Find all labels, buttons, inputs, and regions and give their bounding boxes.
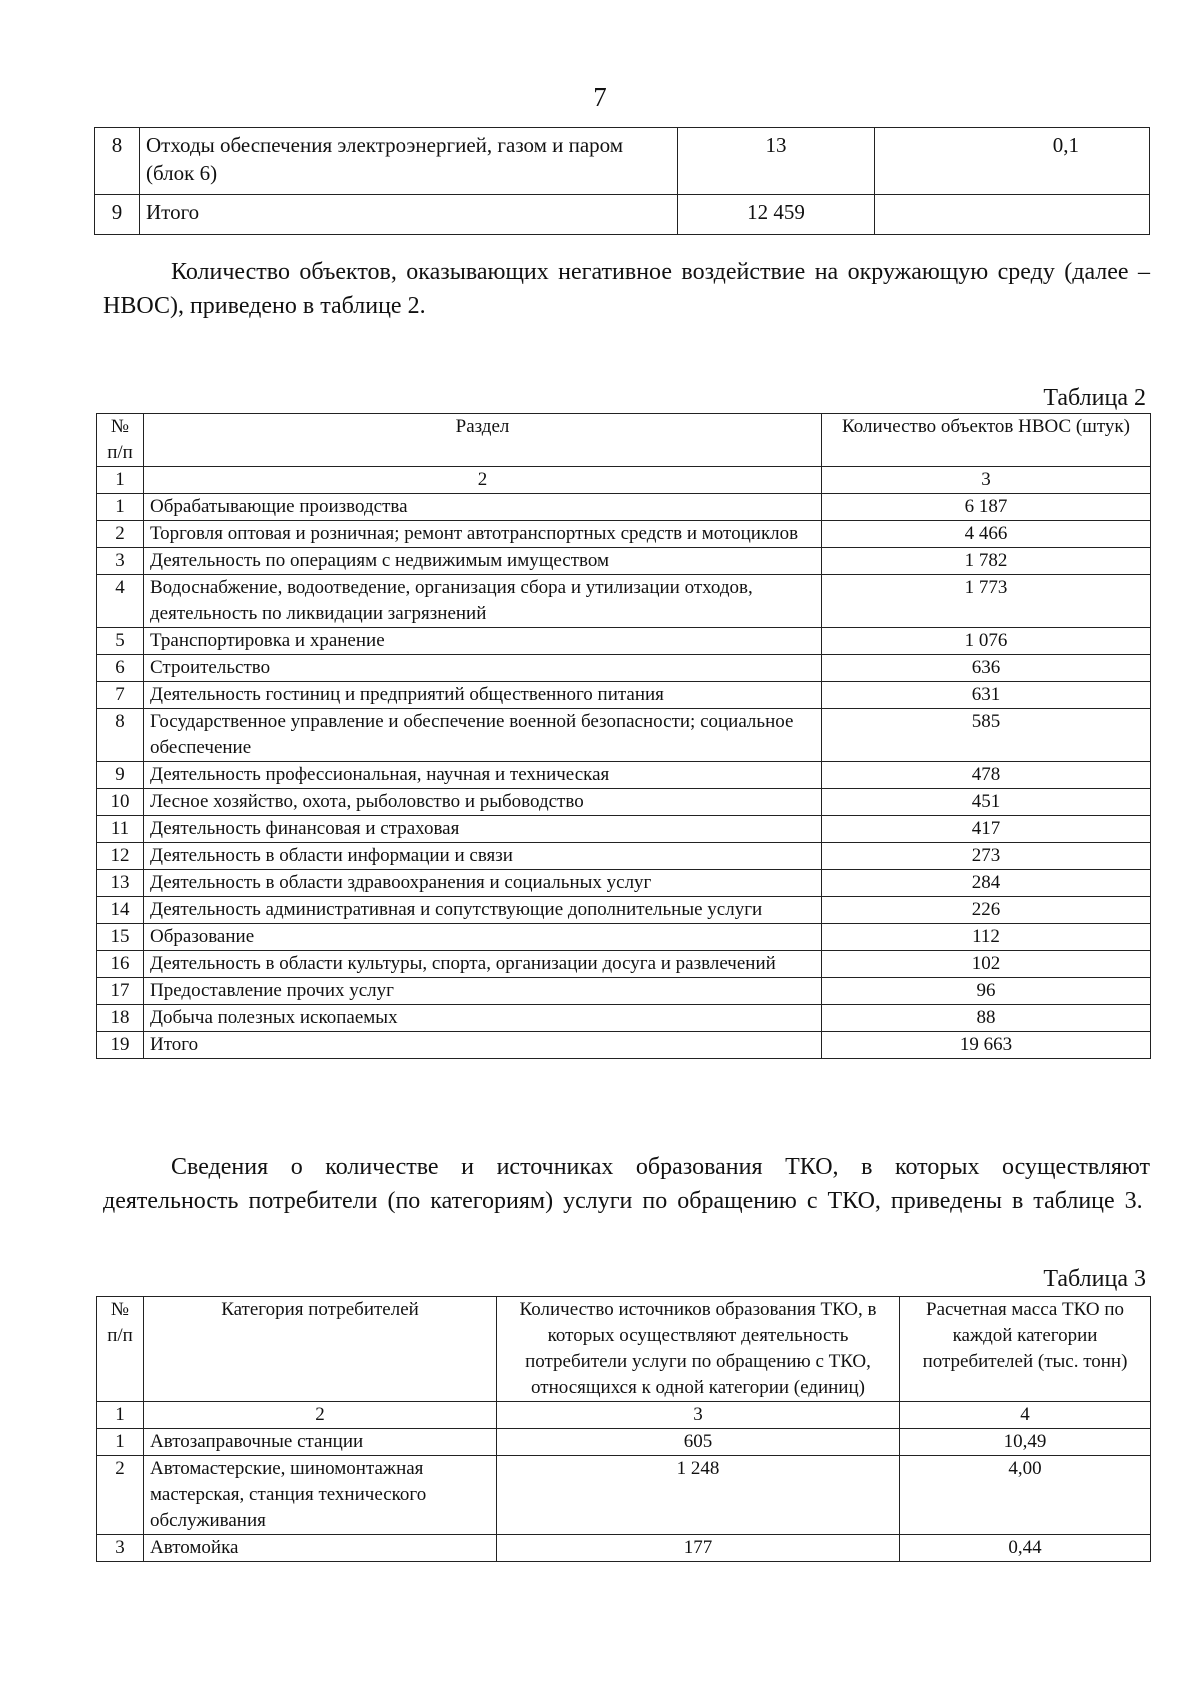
column-numbers-row [97,1402,1151,1429]
row-count: 1 248 [497,1456,900,1535]
row-value: 585 [822,709,1151,762]
row-number: 3 [97,1535,144,1562]
row-number: 18 [97,1005,144,1032]
row-name: Добыча полезных ископаемых [144,1005,822,1032]
row-count: 177 [497,1535,900,1562]
row-number: 2 [97,521,144,548]
table-row [97,628,1151,655]
row-name: Торговля оптовая и розничная; ремонт автотранспортных средств и мотоциклов [144,521,822,548]
row-name: Лесное хозяйство, охота, рыболовство и рыбоводство [144,789,822,816]
row-name: Деятельность в области культуры, спорта, организации досуга и развлечений [144,951,822,978]
row-number: 14 [97,897,144,924]
row-number: 19 [97,1032,144,1059]
table-row [97,978,1151,1005]
row-number: 2 [97,1456,144,1535]
row-name: Транспортировка и хранение [144,628,822,655]
row-number: 3 [97,548,144,575]
row-mass: 0,44 [900,1535,1151,1562]
row-number: 1 [97,494,144,521]
row-value: 1 773 [822,575,1151,628]
table2-caption: Таблица 2 [1043,385,1146,411]
row-name: Предоставление прочих услуг [144,978,822,1005]
row-value: 226 [822,897,1151,924]
col-number: 2 [144,1402,497,1429]
row-name: Отходы обеспечения электроэнергией, газом и паром (блок 6) [140,128,678,195]
table-row [97,1535,1151,1562]
row-name: Деятельность гостиниц и предприятий общественного питания [144,682,822,709]
row-value: 88 [822,1005,1151,1032]
col-number: 3 [822,467,1151,494]
table-row [97,575,1151,628]
table-row [97,682,1151,709]
col-number: 4 [900,1402,1151,1429]
row-value: 1 076 [822,628,1151,655]
row-name: Образование [144,924,822,951]
row-value: 284 [822,870,1151,897]
table-header [97,1297,1151,1402]
row-number: 10 [97,789,144,816]
header-mass: Расчетная масса ТКО по каждой категории потребителей (тыс. тонн) [900,1297,1151,1402]
col-number: 2 [144,467,822,494]
row-name: Обрабатывающие производства [144,494,822,521]
table-row [97,548,1151,575]
table3 [96,1296,1151,1562]
row-number: 7 [97,682,144,709]
table3-caption: Таблица 3 [1043,1266,1146,1292]
table2 [96,413,1151,1059]
table-row [97,1456,1151,1535]
row-value: 631 [822,682,1151,709]
row-name: Деятельность административная и сопутствующие дополнительные услуги [144,897,822,924]
row-count: 13 [678,128,875,195]
row-name: Строительство [144,655,822,682]
header-number: № п/п [97,414,144,467]
paragraph-intro-table2: Количество объектов, оказывающих негативное воздействие на окружающую среду (далее – НВОС), приведено в таблице 2. [103,259,1150,319]
row-value: 1 782 [822,548,1151,575]
row-category: Автозаправочные станции [144,1429,497,1456]
row-value: 417 [822,816,1151,843]
table1-continued [94,127,1150,235]
row-number: 13 [97,870,144,897]
row-value: 478 [822,762,1151,789]
col-number: 3 [497,1402,900,1429]
row-mass: 10,49 [900,1429,1151,1456]
row-number: 11 [97,816,144,843]
row-value: 273 [822,843,1151,870]
row-number: 9 [95,195,140,235]
row-value: 4 466 [822,521,1151,548]
row-share: 0,1 [875,128,1150,195]
row-number: 5 [97,628,144,655]
row-number: 1 [97,1429,144,1456]
table-row [97,1429,1151,1456]
row-number: 12 [97,843,144,870]
row-name: Государственное управление и обеспечение военной безопасности; социальное обеспечение [144,709,822,762]
table-row [97,762,1151,789]
table-row [97,494,1151,521]
row-name: Итого [144,1032,822,1059]
col-number: 1 [97,467,144,494]
table-row [97,789,1151,816]
table-row [95,195,1150,235]
row-value: 451 [822,789,1151,816]
table-row [97,897,1151,924]
row-value: 636 [822,655,1151,682]
row-category: Автомойка [144,1535,497,1562]
row-number: 16 [97,951,144,978]
table-row [97,870,1151,897]
row-name: Деятельность финансовая и страховая [144,816,822,843]
row-count: 605 [497,1429,900,1456]
table3-body [97,1429,1151,1562]
row-number: 4 [97,575,144,628]
table-row [97,816,1151,843]
row-value: 112 [822,924,1151,951]
table-row [97,709,1151,762]
row-value: 19 663 [822,1032,1151,1059]
row-mass: 4,00 [900,1456,1151,1535]
row-share [875,195,1150,235]
col-number: 1 [97,1402,144,1429]
table-row [97,1005,1151,1032]
row-number: 8 [95,128,140,195]
page-number: 7 [593,82,607,112]
table-row [97,951,1151,978]
row-count: 12 459 [678,195,875,235]
row-name: Водоснабжение, водоотведение, организация сбора и утилизации отходов, деятельность по ликвидации загрязнений [144,575,822,628]
paragraph-intro-table3: Сведения о количестве и источниках образования ТКО, в которых осуществляют деятельность потребители (по категориям) услуги по обращению с ТКО, приведены в таблице 3. [103,1154,1150,1214]
table-row [95,128,1150,195]
row-name: Деятельность в области здравоохранения и социальных услуг [144,870,822,897]
row-name: Деятельность в области информации и связи [144,843,822,870]
header-number: № п/п [97,1297,144,1402]
row-name: Деятельность по операциям с недвижимым имуществом [144,548,822,575]
table-row [97,655,1151,682]
row-value: 6 187 [822,494,1151,521]
header-section: Раздел [144,414,822,467]
header-category: Категория потребителей [144,1297,497,1402]
row-number: 6 [97,655,144,682]
table-row [97,1032,1151,1059]
row-number: 9 [97,762,144,789]
row-number: 17 [97,978,144,1005]
header-sources: Количество источников образования ТКО, в которых осуществляют деятельность потребители услуги по обращению с ТКО, относящихся к одной категории (единиц) [497,1297,900,1402]
row-number: 15 [97,924,144,951]
row-name: Итого [140,195,678,235]
row-category: Автомастерские, шиномонтажная мастерская, станция технического обслуживания [144,1456,497,1535]
row-value: 96 [822,978,1151,1005]
column-numbers-row [97,467,1151,494]
table-row [97,924,1151,951]
table-row [97,843,1151,870]
table-row [97,521,1151,548]
row-value: 102 [822,951,1151,978]
row-number: 8 [97,709,144,762]
table2-body [97,494,1151,1059]
table-header [97,414,1151,467]
header-count: Количество объектов НВОС (штук) [822,414,1151,467]
row-name: Деятельность профессиональная, научная и техническая [144,762,822,789]
